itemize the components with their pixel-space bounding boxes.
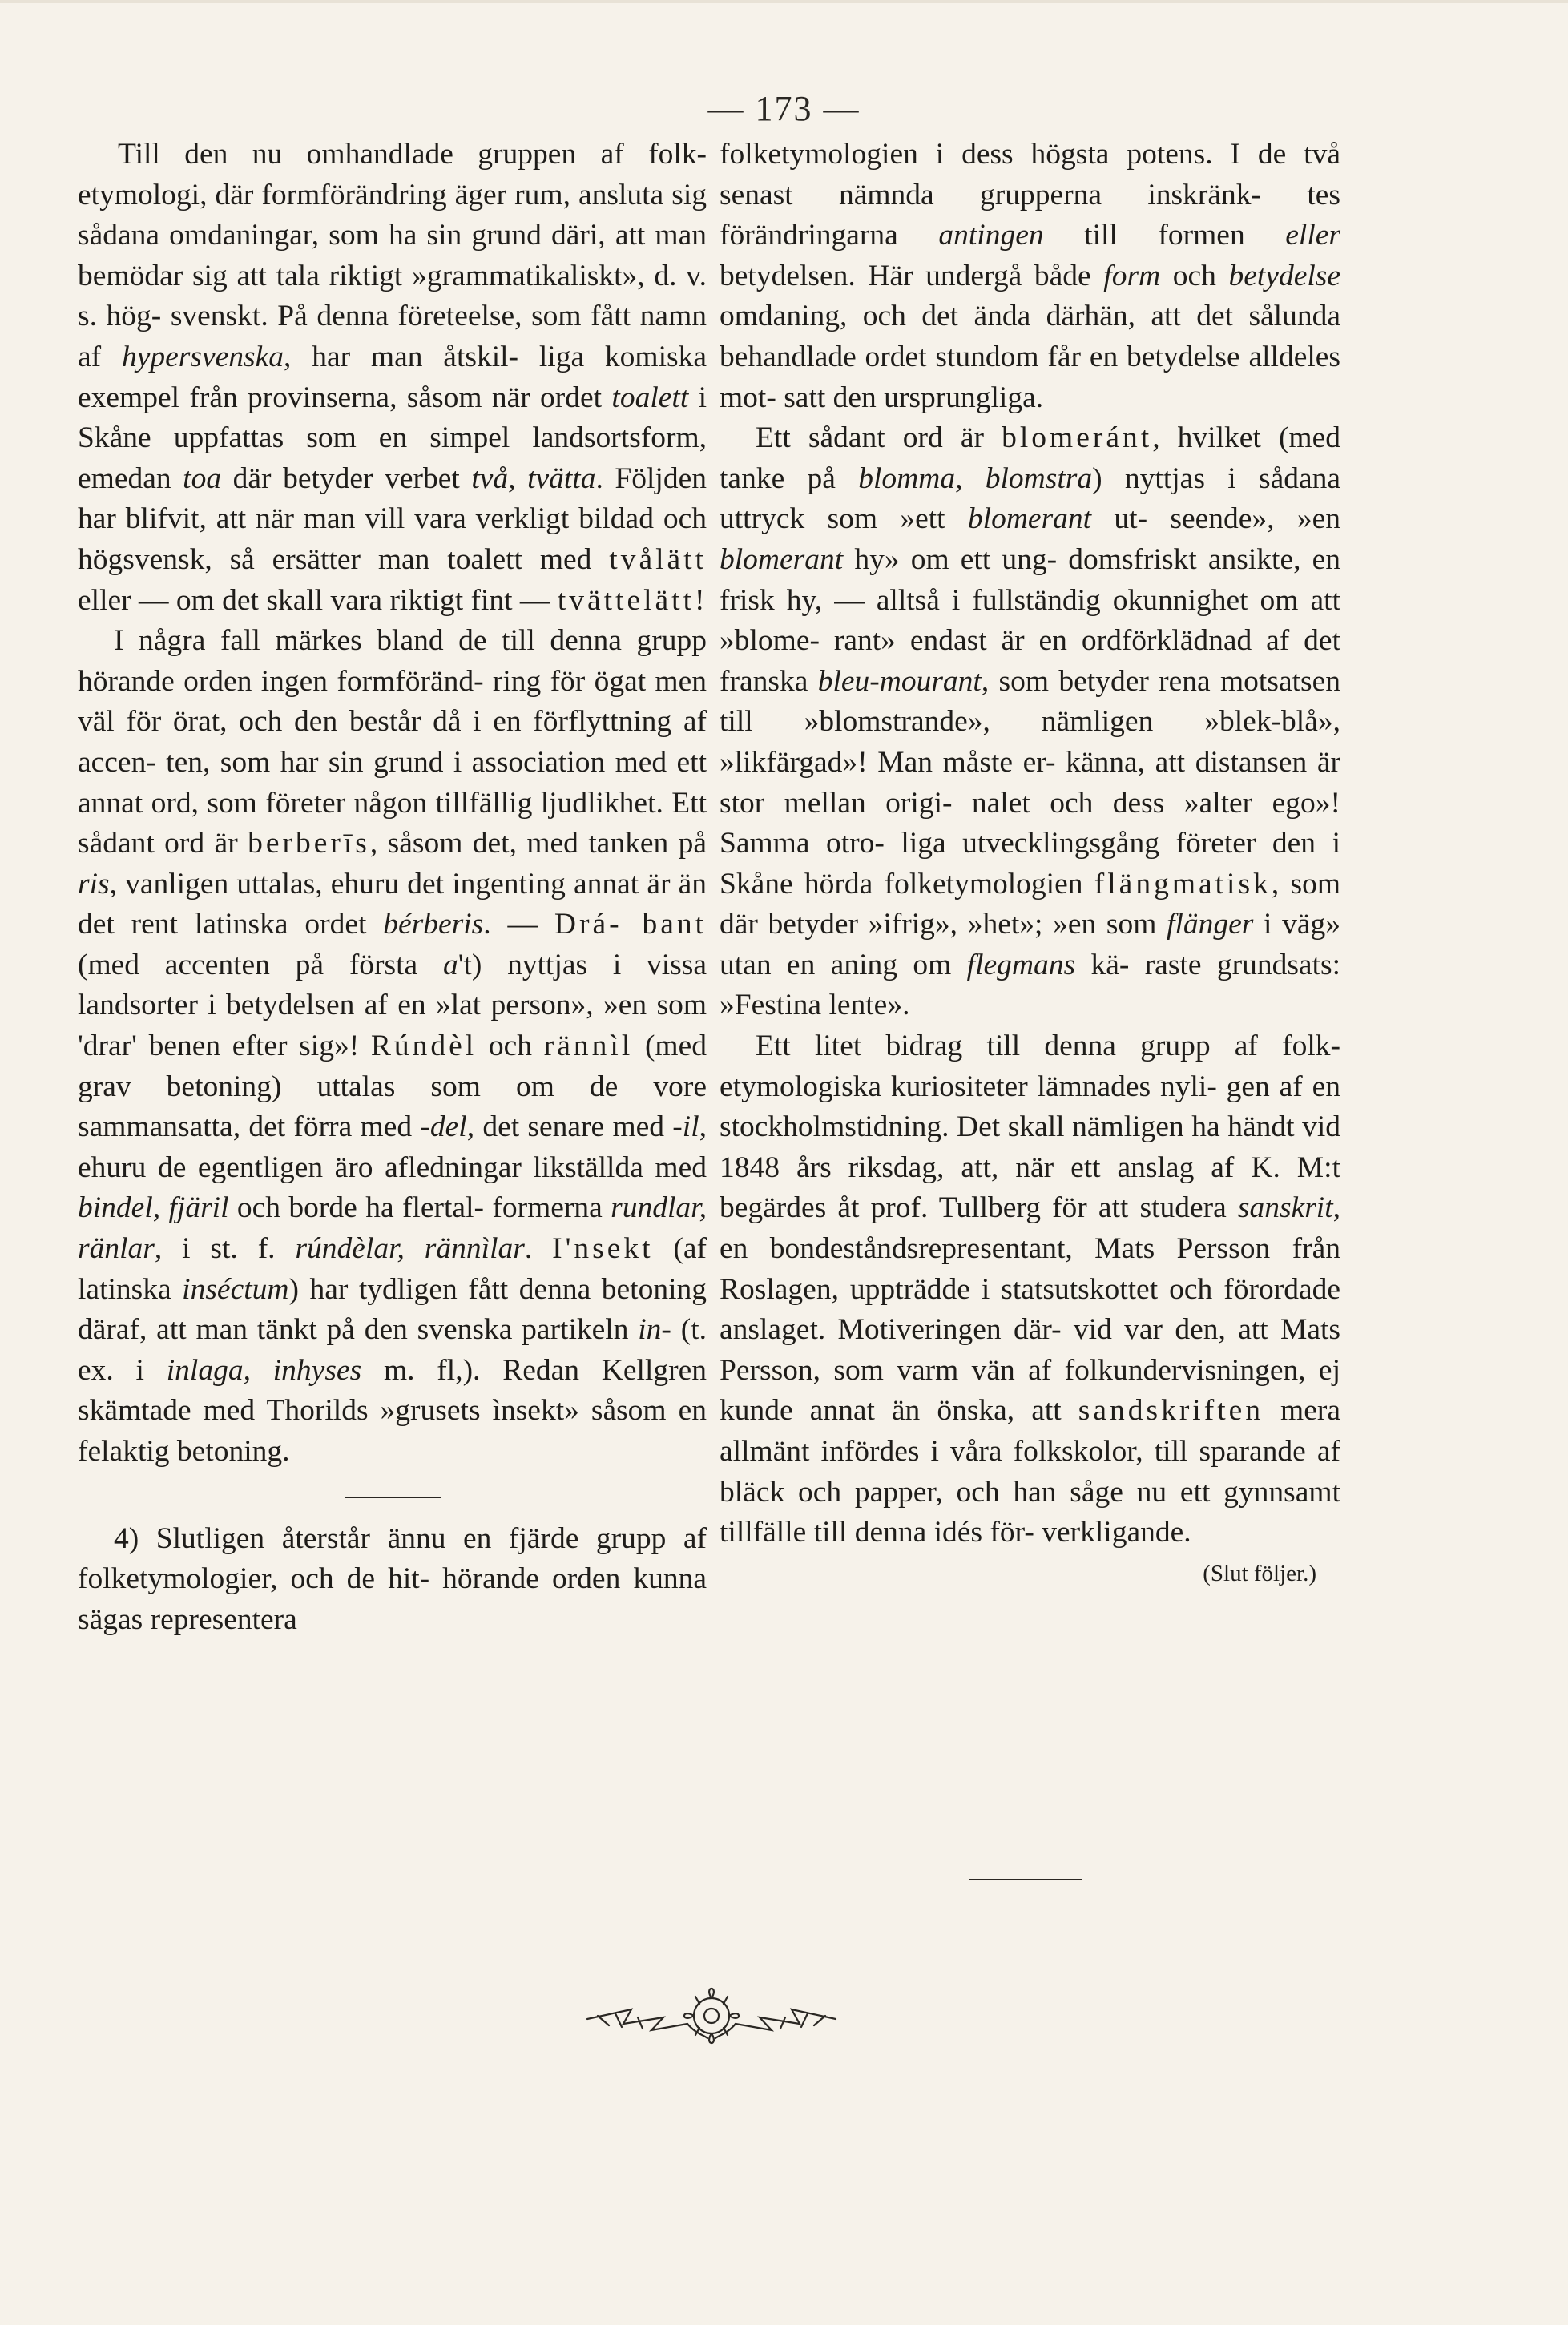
text: (af latinska [78,1232,707,1306]
text: och borde ha flertal- formerna [228,1191,611,1225]
italic-term: betydelse [1228,259,1340,292]
text: , det senare med [466,1110,673,1144]
text: ) har tydligen fått denna betoning däraf, att man tänkt på den svenska partikeln [78,1272,707,1347]
italic-term: eller [1285,219,1340,252]
end-rule [969,1879,1082,1880]
spaced-term: Drá- bant [554,908,707,941]
italic-term: inlaga, inhyses [166,1353,362,1387]
right-column [720,135,1340,1594]
italic-term: sanskrit [1237,1191,1333,1225]
italic-term: blomerant [967,502,1092,536]
text: kä- raste grundsats: »Festina lente». [720,948,1340,1022]
italic-term: -il [672,1110,699,1144]
spaced-term: berberīs [248,827,370,860]
text: I några fall märkes bland de till denna grupp hörande orden ingen formföränd- ring för ögat men väl för örat, och den består då i en förflyttning af accen- ten, som har sin grund i association med ett annat ord, som företer någon tillfällig ljudlikhet. Ett sådant ord är [78,624,707,860]
closing-note: (Slut följer.) [1203,1560,1316,1586]
italic-term: inséctum [182,1272,289,1306]
text: , som där betyder »ifrig», »het»; »en som [720,867,1340,941]
italic-term: bleu-mourant [817,664,982,698]
italic-term: a [442,948,458,981]
italic-term: flegmans [966,948,1076,981]
text: (med grav betoning) uttalas som om de vore sammansatta, det förra med [78,1030,707,1144]
text: Ett sådant ord är [756,421,1002,455]
top-edge [0,0,1568,3]
text: m. fl,). Redan Kellgren skämtade med Thorilds »grusets ìnsekt» såsom en felaktig betoning. [78,1353,707,1468]
text: 't) nyttjas i vissa landsorter i betydelsen af en »lat person», »en som 'drar' benen efter sig»! [78,948,707,1063]
text: ) nyttjas i sådana uttryck som »ett [720,461,1340,536]
text: eller — om det skall vara riktigt fint — [78,583,558,617]
text: , har man åtskil- liga komiska exempel från provinserna, såsom när ordet [78,340,707,414]
italic-term: toa [183,461,222,495]
text: i Skåne uppfattas som en simpel landsortsform, emedan [78,381,707,495]
text: , såsom det, med tanken på [369,827,707,860]
right-paragraph-2 [720,418,1340,1026]
text: , i st. f. [154,1232,296,1266]
italic-term: toalett [611,381,689,414]
right-paragraph-3 [720,1026,1340,1553]
spaced-term: Rúndèl [370,1030,478,1063]
text: omdaning, och det ända därhän, att det sålunda behandlade ordet stundom får en betydelse alldeles mot- satt den ursprungliga. [720,300,1340,414]
italic-term: två, tvätta [471,461,596,495]
right-paragraph-1 [720,135,1340,418]
spaced-term: tvättelätt [557,583,695,617]
text: där betyder verbet [221,461,472,495]
text: till formen [1043,219,1286,252]
text: ut- seende», »en [1091,502,1340,536]
text: . Följden har blifvit, att när man vill vara verkligt bildad och högsvensk, så ersätter man toalett med [78,461,707,576]
spaced-term: blomeránt [1002,421,1153,455]
spaced-term: I'nsekt [552,1232,654,1266]
italic-term: ris [78,867,110,901]
text: (t. ex. i [78,1313,707,1387]
text: , ehuru de egentligen äro afledningar likställda med [78,1110,707,1184]
text: hy» om ett ung- domsfriskt ansikte, en frisk hy, — alltså i fullständig okunnighet om att »blome- rant» endast är en ordförklädnad af det franska [720,542,1340,698]
text: i väg» utan en aning om [720,908,1340,981]
italic-term: blomerant [720,542,844,576]
text: , vanligen uttalas, ehuru det ingenting annat är än det rent latinska ordet [78,867,707,941]
text: betydelsen. Här undergå både [720,259,1104,292]
italic-term: blomma, blomstra [858,461,1093,495]
italic-term: hypersvenska [121,340,284,373]
text: mera allmänt infördes i våra folkskolor, till sparande af bläck och papper, och han såge nu ett gynnsamt tillfälle till denna idés för- verkligande. [720,1394,1341,1549]
left-column [78,135,707,1640]
spaced-term: flängmatisk [1094,867,1272,901]
text: och [1160,259,1229,292]
text: , hvilket (med tanke på [720,421,1340,495]
section-divider [345,1497,441,1498]
text: , som betyder rena motsatsen till »blomstrande», nämligen »blek-blå», »likfärgad»! Man måste er- känna, att distansen är stor mellan origi- nalet och dess »alter ego»! Samma otro- liga utvecklingsgång företer den i Skåne hörda folketymologien [720,664,1340,901]
text: Ett litet bidrag till denna grupp af folk- etymologiska kuriositeter lämnades nyli- gen af en stockholmstidning. Det skall nämligen ha händt vid 1848 års riksdag, att, när ett anslag af K. M:t begärdes åt prof. Tullberg för att studera [720,1030,1340,1225]
text: och [477,1030,544,1063]
spaced-term: tvålätt [609,542,707,576]
page-number: — 173 — [707,89,861,128]
spaced-term: rännìl [543,1030,634,1063]
text: . [524,1232,553,1266]
italic-term: antingen [938,219,1044,252]
left-paragraph-1 [78,135,707,621]
italic-term: bindel, fjäril [78,1191,229,1225]
text: (med accenten på första [78,948,443,981]
floral-vignette-icon [575,1977,848,2057]
text: Till den nu omhandlade gruppen af folk- etymologi, där formförändring äger rum, ansluta sig sådana omdaningar, som ha sin grund däri, att man bemödar sig att tala riktigt »grammatikaliskt», d. v. s. hög- svenskt. På denna företeelse, som fått namn af [78,138,707,373]
text: . — [483,908,554,941]
italic-term: rúndèlar, rännìlar [295,1232,525,1266]
italic-term: rundlar, ränlar [78,1191,707,1266]
text: , en bondeståndsrepresentant, Mats Persson från Roslagen, uppträdde i statsutskottet och förordade anslaget. Motiveringen där- vid var den, att Mats Persson, som varm vän af folkundervisningen, ej kunde annat än önska, att [720,1191,1340,1428]
italic-term: in- [638,1313,671,1347]
text: ! [695,583,705,617]
italic-term: bérberis [383,908,484,941]
italic-term: form [1103,259,1161,292]
text: folketymologien i dess högsta potens. I de två senast nämnda grupperna inskränk- tes förändringarna [720,138,1340,252]
italic-term: flänger [1167,908,1254,941]
spaced-term: sandskriften [1078,1394,1264,1428]
left-paragraph-2 [78,621,707,1472]
left-paragraph-3: 4) Slutligen återstår ännu en fjärde grupp af folketymologier, och de hit- hörande orden kunna sägas representera [78,1521,707,1636]
italic-term: -del [420,1110,467,1144]
